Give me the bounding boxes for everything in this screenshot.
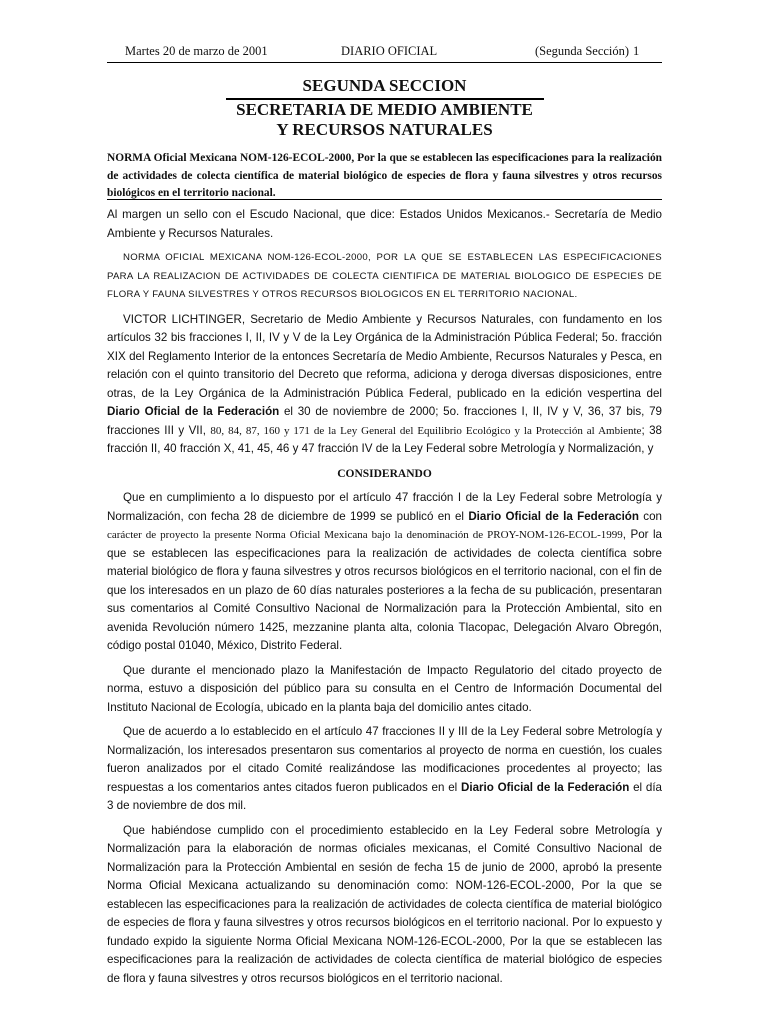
document-body — [107, 206, 662, 994]
preamble-dof-ref: Diario Oficial de la Federación — [107, 405, 280, 418]
title-rule — [107, 199, 662, 200]
p1-text-2: con — [638, 509, 663, 523]
preamble-text-3: ; 38 fracción II, 40 fracción X, 41, 45, 46 y 47 fracción IV de la Ley Federal sobre Metrología y Normalización, y — [107, 423, 662, 455]
p1-text-3: , Por la que se establecen las especificaciones para la realización de actividades de colecta científica sobre material biológico de flora y fauna silvestres y otros recursos biológicos en el territorio nacional, con el fin de que los interesados en un plazo de 60 días naturales posteriores a la fecha de su publicación, presentaran sus comentarios al Comité Consultivo Nacional de Normalización para la Protección Ambiental, sito en avenida Revolución número 1425, mezzanine planta alta, colonia Tlacopac, Delegación Alvaro Obregón, código postal 01040, México, Distrito Federal. — [107, 528, 663, 652]
considerando-paragraph-3 — [107, 723, 662, 816]
section-titles — [107, 76, 662, 140]
preamble-text: VICTOR LICHTINGER, Secretario de Medio Ambiente y Recursos Naturales, con fundamento en los artículos 32 bis fracciones I, II, IV y V de la Ley Orgánica de la Administración Pública Federal; 5o. fracción XIX del Reglamento Interior de la entonces Secretaría de Medio Ambiente, Recursos Naturales y Pesca, en relación con el quinto transitorio del Decreto que reforma, adiciona y deroga diversas disposiciones, entre otras, de la Ley Orgánica de la Administración Pública Federal, publicado en la edición vespertina del — [107, 312, 662, 400]
page-header — [107, 44, 662, 64]
norm-title: NORMA Oficial Mexicana NOM-126-ECOL-2000, Por la que se establecen las especificaciones para la realización de actividades de colecta científica de material biológico de especies de flora y fauna silvestres y otros recursos biológicos en el territorio nacional. — [107, 152, 662, 199]
header-page-number: 1 — [633, 44, 640, 58]
header-rule — [107, 62, 662, 63]
p1-dof-ref: Diario Oficial de la Federación — [468, 509, 639, 523]
p1-project-ref: carácter de proyecto la presente Norma Oficial Mexicana bajo la denominación de PROY-NOM-126-ECOL-1999 — [107, 529, 623, 541]
header-section: (Segunda Sección) — [535, 44, 630, 58]
preamble-law-ref: 80, 84, 87, 160 y 171 de la Ley General del Equilibrio Ecológico y la Protección al Ambiente — [210, 424, 642, 437]
preamble-paragraph — [107, 311, 662, 459]
caps-title-paragraph: NORMA OFICIAL MEXICANA NOM-126-ECOL-2000, POR LA QUE SE ESTABLECEN LAS ESPECIFICACIONES PARA LA REALIZACION DE ACTIVIDADES DE COLECTA CIENTIFICA DE MATERIAL BIOLOGICO DE ESPECIES DE FLORA Y FAUNA SILVESTRES Y OTROS RECURSOS BIOLOGICOS EN EL TERRITORIO NACIONAL. — [107, 252, 662, 300]
seal-paragraph: Al margen un sello con el Escudo Nacional, que dice: Estados Unidos Mexicanos.- Secretaría de Medio Ambiente y Recursos Naturales. — [107, 208, 662, 240]
p1-text: Que en cumplimiento a lo dispuesto por el artículo 47 fracción I de la Ley Federal sobre Metrología y Normalización, con fecha 28 de diciembre de 1999 se publicó en el — [107, 491, 662, 523]
ministry-title-line1: SECRETARIA DE MEDIO AMBIENTE — [226, 98, 544, 120]
considerando-paragraph-2: Que durante el mencionado plazo la Manifestación de Impacto Regulatorio del citado proyecto de norma, estuvo a disposición del público para su consulta en el Centro de Información Documental del Instituto Nacional de Ecología, ubicado en la planta baja del domicilio antes citado. — [107, 663, 662, 714]
considerando-paragraph-1 — [107, 489, 662, 656]
considerando-paragraph-4: Que habiéndose cumplido con el procedimiento establecido en la Ley Federal sobre Metrología y Normalización para la elaboración de normas oficiales mexicanas, el Comité Consultivo Nacional de Normalización para la Protección Ambiental en sesión de fecha 15 de junio de 2000, aprobó la presente Norma Oficial Mexicana actualizando su denominación como: NOM-126-ECOL-2000, Por la que se establecen las especificaciones para la realización de actividades de colecta científica de material biológico de especies de flora y fauna silvestres y otros recursos biológicos en el territorio nacional. Por lo expuesto y fundado expido la siguiente Norma Oficial Mexicana NOM-126-ECOL-2000, Por la que se establecen las especificaciones para la realización de actividades de colecta científica de material biológico de especies de flora y fauna silvestres y otros recursos biológicos en el territorio nacional. — [107, 823, 662, 985]
p3-text-2: el día 3 de noviembre de dos mil. — [107, 780, 662, 812]
p3-dof-ref: Diario Oficial de la Federación — [460, 780, 630, 794]
considerando-heading: CONSIDERANDO — [337, 467, 432, 480]
header-date: Martes 20 de marzo de 2001 — [125, 44, 268, 58]
section-title: SEGUNDA SECCION — [302, 76, 467, 95]
ministry-title-line2: Y RECURSOS NATURALES — [276, 120, 493, 139]
preamble-text-2: el 30 de noviembre de 2000; 5o. fracciones I, II, IV y V, 36, 37 bis, 79 fracciones III y VII, — [107, 405, 662, 437]
p3-text: Que de acuerdo a lo establecido en el artículo 47 fracciones II y III de la Ley Federal sobre Metrología y Normalización, los interesados presentaron sus comentarios al proyecto de norma en cuestión, los cuales fueron analizados por el citado Comité realizándose las modificaciones procedentes al proyecto; las respuestas a los comentarios antes citados fueron publicados en el — [107, 725, 662, 794]
header-publication: DIARIO OFICIAL — [341, 44, 438, 58]
